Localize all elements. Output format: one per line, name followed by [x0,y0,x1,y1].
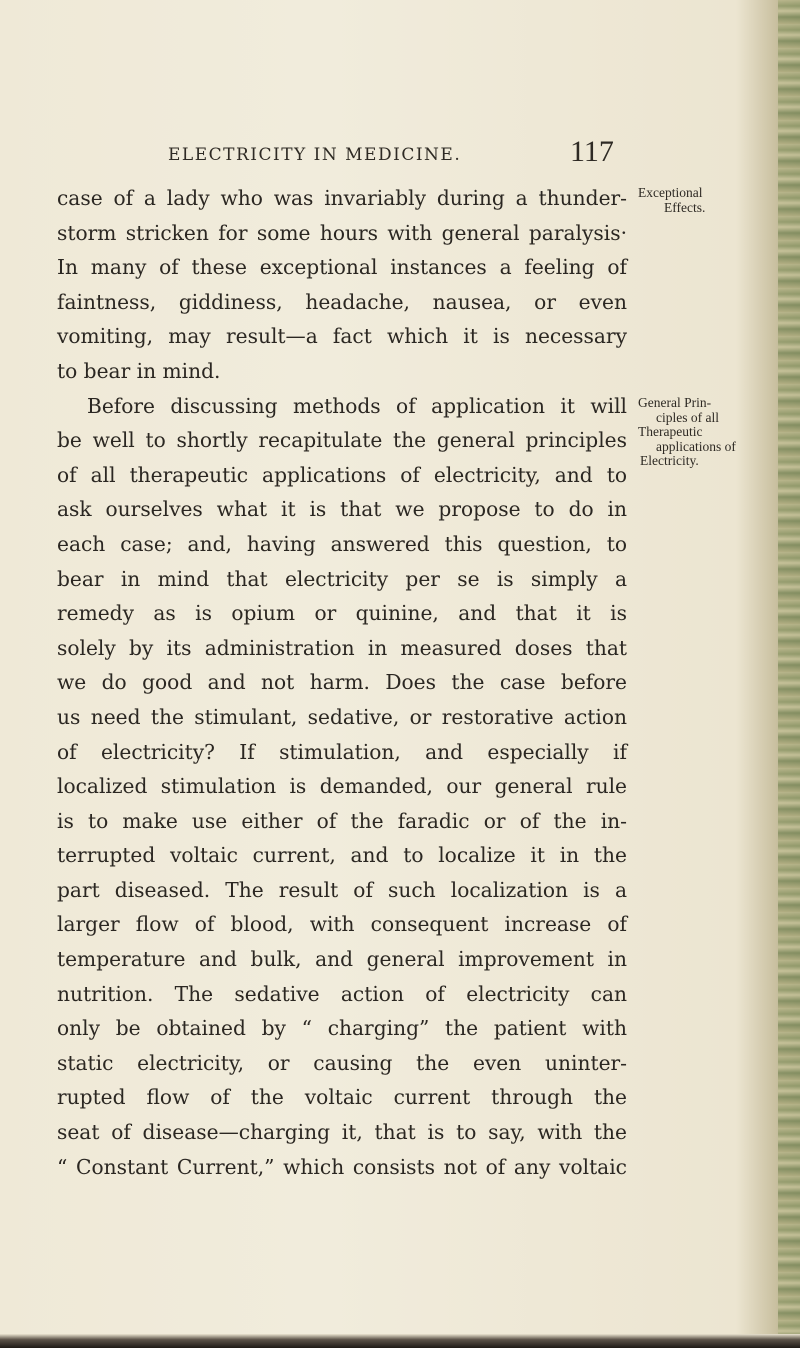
page-bottom-shadow [0,1334,800,1348]
text-line: seat of disease—charging it, that is to say, with the [57,1120,627,1145]
text-line: of all therapeutic applications of electricity, and to [57,462,627,487]
text-line: rupted flow of the voltaic current through the [57,1085,627,1110]
margin-note-line: Electricity. [640,453,699,468]
text-line: ask ourselves what it is that we propose to do in [57,497,627,522]
text-line: remedy as is opium or quinine, and that it is [57,601,627,626]
text-line: Before discussing methods of application it will [87,393,627,418]
text-line: be well to shortly recapitulate the general principles [57,428,627,453]
text-line: we do good and not harm. Does the case before [57,670,627,695]
text-line: solely by its administration in measured doses that [57,635,627,660]
text-line: terrupted voltaic current, and to localize it in the [57,843,627,868]
text-line: is to make use either of the faradic or of the in- [57,808,627,833]
text-line: vomiting, may result—a fact which it is necessary [57,324,627,349]
body-text [57,181,627,1184]
text-line: only be obtained by “ charging” the patient with [57,1016,627,1041]
text-line: nutrition. The sedative action of electricity can [57,981,627,1006]
text-line: faintness, giddiness, headache, nausea, or even [57,289,627,314]
text-line: each case; and, having answered this question, to [57,531,627,556]
text-line: localized stimulation is demanded, our general rule [57,774,627,799]
margin-note-line: General Prin- [638,395,712,410]
margin-note-general-principles [638,396,788,469]
text-line: to bear in mind. [57,358,221,383]
margin-note-line: ciples of all [656,409,719,425]
text-line: static electricity, or causing the even uninter- [57,1050,627,1075]
margin-note-line: Effects. [664,199,706,215]
margin-note-exceptional-effects [638,186,788,215]
text-line: of electricity? If stimulation, and especially if [57,739,627,764]
text-line: “ Constant Current,” which consists not of any voltaic [57,1154,627,1179]
margin-note-line: Therapeutic [638,424,703,439]
text-line: storm stricken for some hours with general paralysis· [57,220,627,245]
margin-note-line: Exceptional [638,185,703,200]
text-line: case of a lady who was invariably during a thunder- [57,186,627,210]
running-head: ELECTRICITY IN MEDICINE. [168,145,462,165]
text-line: larger flow of blood, with consequent increase of [57,912,627,937]
page-header [0,135,800,173]
text-line: temperature and bulk, and general improvement in [57,947,627,972]
margin-note-line: applications of [656,438,736,454]
text-line: bear in mind that electricity per se is simply a [57,566,627,591]
text-line: part diseased. The result of such localization is a [57,877,627,902]
text-line: In many of these exceptional instances a feeling of [57,255,627,280]
text-line: us need the stimulant, sedative, or restorative action [57,704,627,729]
page-number: 117 [570,135,614,168]
